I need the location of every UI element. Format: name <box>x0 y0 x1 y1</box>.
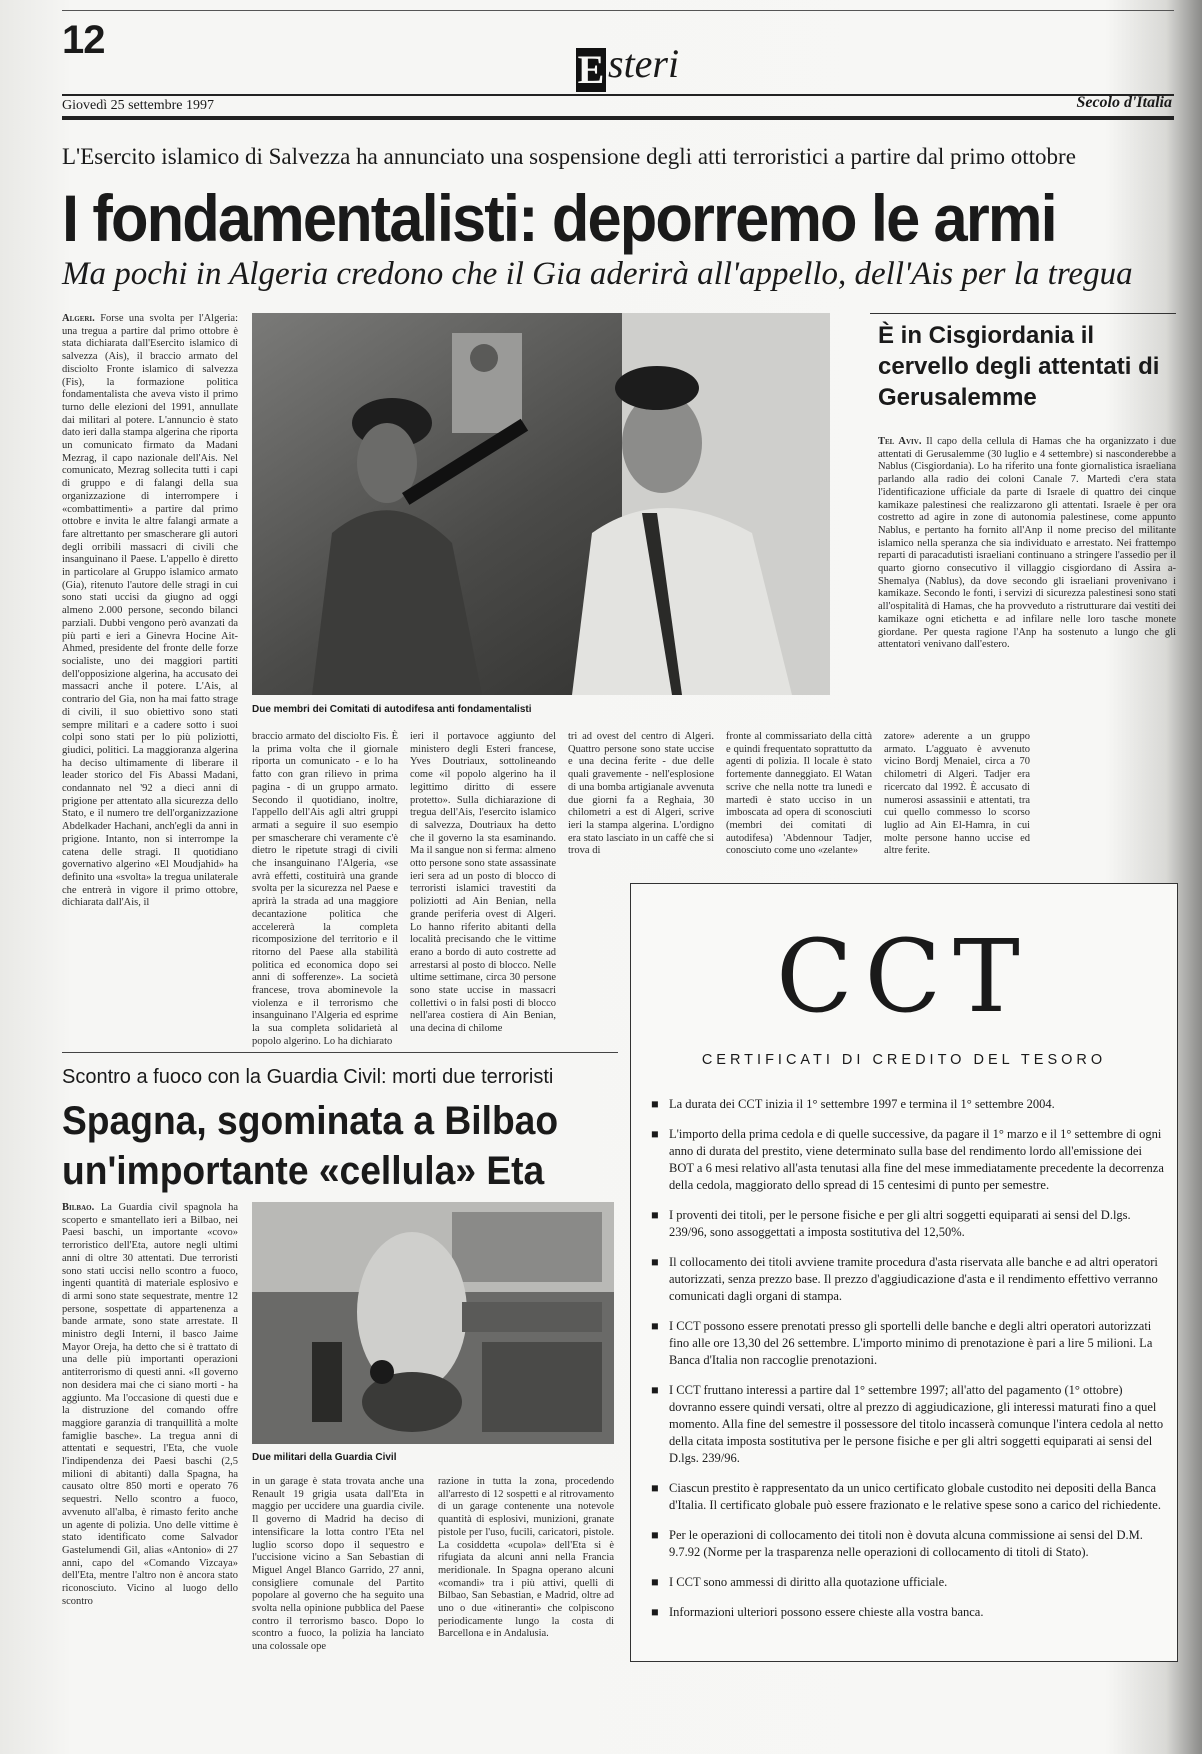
cct-condition-item: ■ L'importo della prima cedola e di quelle successive, da pagare il 1° marzo e il 1° settembre di ogni anno di durata del prestito, viene determinato sulla base del rendimento lordo all'emissione dei BOT a 6 mesi relativo all'asta tenutasi alla fine del mese immediatamente precedente la decorrenza della cedola, maggiorato dello spread di 15 centesimi di punto per semestre. <box>651 1127 1164 1192</box>
cct-condition-item: ■ Informazioni ulteriori possono essere chieste alla vostra banca. <box>651 1605 984 1619</box>
article1-column-3: ieri il portavoce aggiunto del ministero degli Esteri francese, Yves Doutriaux, sottolineando come «il popolo algerino ha il legittimo diritto di essere protetto». Sulla dichiarazione di tregua dell'Ais, l'esercito islamico di salvezza, Doutriaux ha detto che il governo la sta esaminando. Ma il sangue non si ferma: almeno otto persone sono state assassinate ieri sera ad un posto di blocco di terroristi islamici travestiti da poliziotti ad Ain Benian, nella grande periferia ovest di Algeri. Lo hanno riferito abitanti della località precisando che le vittime erano a bordo di auto costrette ad arrestarsi al posto di blocco. Nelle ultime settimane, circa 30 persone sono state uccise in massacri collettivi o in falsi posti di blocco nell'area costiera di Ain Benian, una decina di chilome <box>410 731 556 1035</box>
cct-condition-item: ■ I CCT sono ammessi di diritto alla quotazione ufficiale. <box>651 1575 948 1589</box>
article2-col1-text: La Guardia civil spagnola ha scoperto e smantellato ieri a Bilbao, nei Paesi baschi, un importante «covo» terroristico dell'Eta, autore negli ultimi anni di oltre 30 attentati. Due terroristi sono stati uccisi nello scontro a fuoco, ingenti quantità di materiale esplosivo e di armi sono state sequestrate, mentre 12 persone, sospettate di appartenenza a bande armate, sono state arrestate. Il ministro degli Interni, il basco Jaime Mayor Oreja, ha detto che si è trattato di una delle più importanti operazioni antiterrorismo di questi anni. «Il governo non desidera mai che ci siano morti - ha aggiunto. Ma l'occasione di questi due e la distruzione del comando offre maggiore garanzia di tranquillità a molte famiglie basche». La tregua anni di attentati e sequestri, l'Eta, che vuole l'indipendenza dei Paesi baschi (2,5 milioni di abitanti) dalla Spagna, ha causato oltre 850 morti e operato 76 sequestri. Nello scontro a fuoco, avvenuto all'alba, è rimasto ferito anche un agente di polizia. Uno delle vittime è stato identificato come Salvador Gastelumendi Gil, alias «Antonio» di 27 anni, capo del «Comando Vizcaya» dell'Eta, mentre l'altro non è ancora stato riconosciuto. Vicino al luogo dello scontro <box>62 1202 239 1607</box>
sidebar-dateline: Tel Aviv. <box>878 436 922 447</box>
cct-advertisement <box>630 883 1178 1662</box>
masthead: Secolo d'Italia <box>1076 94 1172 111</box>
bullet-icon: ■ <box>651 1481 659 1495</box>
cct-condition-item: ■ Per le operazioni di collocamento dei titoli non è dovuta alcuna commissione ai sensi del D.M. 9.7.92 (Norme per la trasparenza nelle operazioni di collocamento di titoli di Stato). <box>651 1528 1143 1559</box>
article1-column-5: fronte al commissariato della città e quindi frequentato soprattutto da agenti di polizia. Il locale è stato fortemente danneggiato. El Watan scrive che nella notte tra lunedì e martedì è stato ucciso in un imboscata ad opera di sconosciuti (membri dei comitati di autodifesa) 'Abdennour Tadjer, conosciuto come uno «zelante» <box>726 731 872 857</box>
article1-headline: I fondamentalisti: deporremo le armi <box>62 181 1056 255</box>
bullet-icon: ■ <box>651 1383 659 1397</box>
header-thick-rule <box>62 116 1174 120</box>
article2-headline-line-1: Spagna, sgominata a Bilbao <box>62 1099 559 1143</box>
photo-militiamen-image <box>252 313 830 695</box>
cct-logo: CCT <box>776 918 1032 1035</box>
article1-dateline: Algeri. <box>62 313 95 324</box>
article1-photo-caption: Due membri dei Comitati di autodifesa anti fondamentalisti <box>252 704 532 715</box>
article1-photo <box>252 313 830 695</box>
article2-photo <box>252 1202 614 1444</box>
section-initial: E <box>577 47 605 92</box>
sidebar-rule <box>870 313 1176 314</box>
article1-col1-text: Forse una svolta per l'Algeria: una tregua a partire dal primo ottobre è stata dichiarata dall'Esercito islamico di salvezza (Ais), il braccio armato del disciolto Fronte islamico di salvezza (Fis), la formazione politica fondamentalista che aveva visto il primo turno delle elezioni del 1991, annullate dai militari al potere. L'annuncio è stato dato ieri dalla stampa algerina che riporta un comunicato firmato da Madani Mezrag, il capo nazionale dell'Ais. Nel comunicato, Mezrag sollecita tutti i capi di gruppo e di falangi della sua organizzazione di interrompere i «combattimenti» a partire dal primo ottobre e invita le altre falangi armate a fare altrettanto per smascherare gli autori degli orribili massacri di civili che insanguinano il Paese. L'appello è diretto in particolare al Gruppo islamico armato (Gia), ritenuto l'autore delle stragi in cui sono stati uccisi da giugno ad oggi almeno 2.000 persone, secondo bilanci parziali. Dubbi vengono però avanzati da più parti e ieri a Ginevra Hocine Ait-Ahmed, presidente del fronte delle forze socialiste, uno dei maggiori partiti dell'opposizione algerina, ha accusato dei massacri anche il potere. L'Ais, al contrario del Gia, non ha mai fatto strage di civili, il suo obiettivo sono stati sempre militari e a cadere sotto i suoi colpi sono stati per lo più poliziotti, giudici, politici. La maggioranza algerina ha deciso ultimamente di liberare il leader storico del Fis Abassi Madani, condannato nel '92 a dieci anni di prigione per attentato alla sicurezza dello Stato, e il numero tre dell'organizzazione Abdelkader Hachani, anch'egli da anni in prigione. Intanto, non si interrompe la catena delle stragi. Il quotidiano governativo algerino «El Moudjahid» ha definito una «svolta» la tregua unilaterale che entrerà in vigore il primo ottobre, dichiarata dall'Ais, il <box>62 313 238 909</box>
cct-subtitle: CERTIFICATI DI CREDITO DEL TESORO <box>701 1052 1107 1068</box>
issue-date: Giovedì 25 settembre 1997 <box>62 98 215 113</box>
article1-column-2: braccio armato del disciolto Fis. È la prima volta che il giornale riporta un comunicato - e lo ha fatto con gran rilievo in prima pagina - di un gruppo armato. Secondo il quotidiano, inoltre, l'appello dell'Ais agli altri gruppi armati a seguire il suo esempio per smascherare chi veramente c'è dietro le ripetute stragi di civili che insanguinano l'Algeria, «se avrà effetti, costituirà una grande svolta per la sicurezza nel Paese e aprirà la strada ad una maggiore decantazione politica che accelererà la completa ricomposizione del territorio e il ritorno del Paese alla stabilità politica ed economica dopo sei anni di sofferenze». La società francese, trova abominevole la violenza e il terrorismo che insanguinano l'Algeria ed esprime la sua completa solidarietà al popolo algerino. Lo ha dichiarato <box>252 731 398 1047</box>
bullet-icon: ■ <box>651 1255 659 1269</box>
bullet-icon: ■ <box>651 1319 659 1333</box>
cct-condition-item: ■ Ciascun prestito è rappresentato da un unico certificato globale custodito nei depositi della Banca d'Italia. Il certificato globale può essere frazionato e le relative spese sono a carico del richiedente. <box>651 1481 1161 1512</box>
sidebar-body <box>878 436 1176 692</box>
article1-kicker: L'Esercito islamico di Salvezza ha annunciato una sospensione degli atti terroristici a partire dal primo ottobre <box>62 144 1076 169</box>
cct-condition-item: ■ Il collocamento dei titoli avviene tramite procedura d'asta riservata alle banche e ad altri operatori autorizzati, senza prezzo base. Il prezzo d'aggiudicazione d'asta e il rendimento effettivo verranno comunicati dagli organi di stampa. <box>651 1255 1158 1303</box>
article1-subhead: Ma pochi in Algeria credono che il Gia aderirà all'appello, dell'Ais per la tregua <box>62 256 1133 292</box>
bullet-icon: ■ <box>651 1097 659 1111</box>
bullet-icon: ■ <box>651 1528 659 1542</box>
header-rule <box>62 94 1174 96</box>
article2-column-2: in un garage è stata trovata anche una Renault 19 grigia usata dall'Eta in maggio per uccidere una guardia civile. Il governo di Madrid ha deciso di intensificare la lotta contro l'Eta nel luglio scorso dopo il sequestro e l'uccisione vicino a San Sebastian di Miguel Angel Blanco Garrido, 27 anni, consigliere comunale del Partito popolare al governo che ha seguito una svolta nella opinione pubblica del Paese contro il terrorismo basco. Dopo lo scontro a fuoco, la polizia ha lanciato una colossale ope <box>252 1476 424 1653</box>
photo-guardia-civil-image <box>252 1202 614 1444</box>
bullet-icon: ■ <box>651 1605 659 1619</box>
section-rest: steri <box>608 41 680 86</box>
sidebar-headline: È in Cisgiordania il cervello degli attentati di Gerusalemme <box>878 322 1160 411</box>
article2-column-1 <box>62 1202 238 1694</box>
bullet-icon: ■ <box>651 1575 659 1589</box>
article-divider <box>62 1052 618 1053</box>
article2-column-3: razione in tutta la zona, procedendo all'arresto di 12 sospetti e al ritrovamento di un garage contenente una notevole quantità di esplosivi, munizioni, granate pistole per l'uso, fucili, caricatori, pistole. La cosiddetta «cupola» dell'Eta si è rifugiata da alcuni anni nella Francia meridionale. In Spagna operano alcuni «comandi» tra i più attivi, quelli di Bilbao, San Sebastian, e Madrid, oltre ad uno o due «itineranti» che colpiscono periodicamente lungo la costa di Barcellona e in Andalusia. <box>438 1476 614 1640</box>
top-rule <box>62 10 1174 11</box>
article2-kicker: Scontro a fuoco con la Guardia Civil: morti due terroristi <box>62 1066 554 1088</box>
cct-condition-item: ■ La durata dei CCT inizia il 1° settembre 1997 e termina il 1° settembre 2004. <box>651 1097 1055 1111</box>
cct-condition-item: ■ I proventi dei titoli, per le persone fisiche e per gli altri soggetti equiparati ai sensi del D.lgs. 239/96, sono assoggettati a imposta sostitutiva del 12,50%. <box>651 1208 1131 1239</box>
article1-column-4: tri ad ovest del centro di Algeri. Quattro persone sono state uccise e una decina ferite - due delle quali gravemente - nell'esplosione di una bomba artigianale avvenuta due giorni fa a Reghaia, 30 chilometri a est di Algeri, scrive ieri la stampa algerina. L'ordigno era stato lasciato in un caffè che si trova di <box>568 731 714 857</box>
cct-condition-item: ■ I CCT fruttano interessi a partire dal 1° settembre 1997; all'atto del pagamento (1° ottobre) dovranno essere quindi versati, oltre al prezzo di aggiudicazione, gli interessi maturati fino a quel momento. Alla fine del semestre il possessore del titolo incasserà comunque l'intera cedola al netto della citata imposta sostitutiva per le persone fisiche e per gli altri soggetti equiparati ai sensi del D.lgs. 239/96. <box>651 1383 1164 1465</box>
article2-headline-line-2: un'importante «cellula» Eta <box>62 1149 545 1193</box>
section-title <box>576 40 679 92</box>
cct-condition-item: ■ I CCT possono essere prenotati presso gli sportelli delle banche e degli altri operatori autorizzati fino alle ore 13,30 del 26 settembre. L'importo minimo di prenotazione è pari a lire 5 milioni. La Banca d'Italia non raccoglie prenotazioni. <box>651 1319 1153 1367</box>
article1-column-6: zatore» aderente a un gruppo armato. L'agguato è avvenuto vicino Bordj Menaiel, circa a 70 chilometri di Algeri. Tadjer era ricercato dal 1992. È accusato di numerosi assassinii e attentati, tra cui quello commesso lo scorso luglio ad Ain El-Hamra, in cui molte persone hanno uccise ed altre ferite. <box>884 731 1030 857</box>
bullet-icon: ■ <box>651 1127 659 1141</box>
article2-dateline: Bilbao. <box>62 1202 95 1213</box>
page-number: 12 <box>62 18 105 62</box>
cct-conditions-list <box>641 1096 1169 1634</box>
bullet-icon: ■ <box>651 1208 659 1222</box>
sidebar-text: Il capo della cellula di Hamas che ha organizzato i due attentati di Gerusalemme (30 luglio e 4 settembre) si nasconderebbe a Nablus (Cisgiordania). Lo ha riferito una fonte giornalistica israeliana parlando alla radio dei coloni Canale 7. Martedì c'era stata l'identificazione ufficiale da parte di Israele di quattro dei cinque kamikaze palestinesi che realizzarono gli attentati. Israele è per ora costretto ad agire in zone di autonomia palestinese, come appunto Nablus, e pertanto ha fornito all'Anp il nome preciso del militante islamico nella speranza che sia individuato e arrestato. Nei frattempo reparti di paracadutisti israeliani continuano a stringere l'assedio per il quarto giorno consecutivo il villaggio cisgiordano di Assira a-Shemalya (Nablus), da dove secondo gli israeliani provenivano i kamikaze. Secondo le fonti, i servizi di sicurezza palestinesi sono stati all'ospitalità di Hamas, che ha provveduto a ristrutturare dai vestiti dei kamikaze ogni etichetta e ad infilare nelle loro tasche monete giordane. Per questa ragione l'Anp ha sostenuto a lungo che gli attentatori venivano dall'estero. <box>878 436 1177 651</box>
article2-headline <box>62 1096 558 1196</box>
article1-column-1 <box>62 313 238 1046</box>
article2-photo-caption: Due militari della Guardia Civil <box>252 1452 397 1463</box>
